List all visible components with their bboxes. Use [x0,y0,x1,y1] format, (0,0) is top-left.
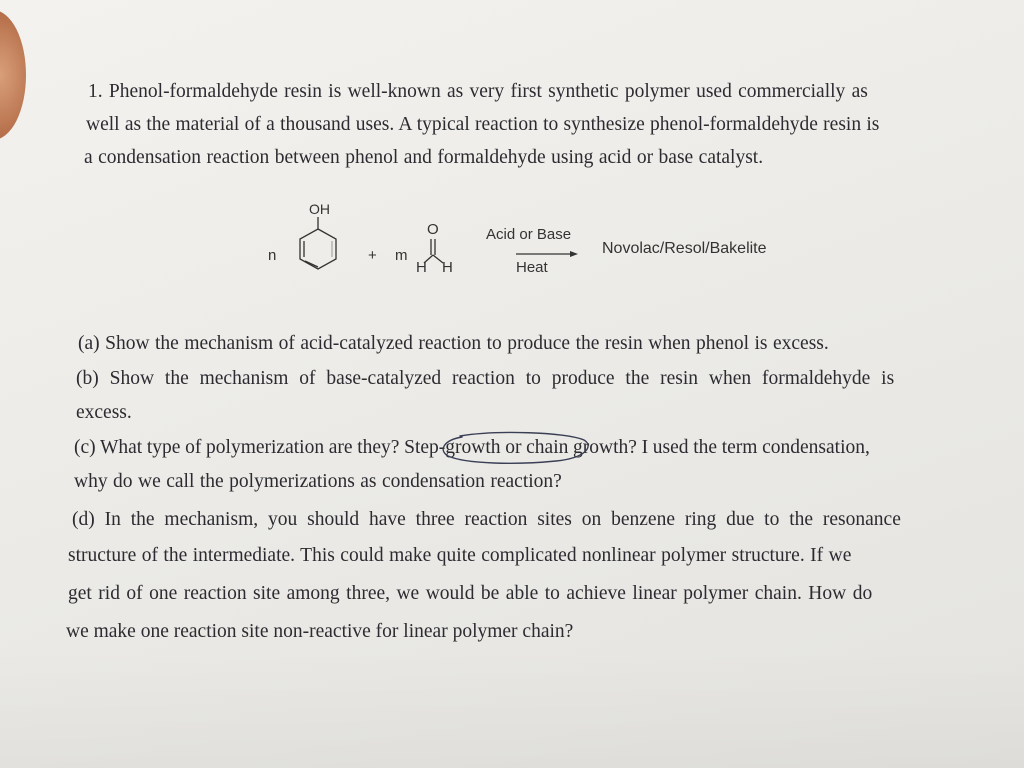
benzene-ring [300,217,336,269]
formaldehyde-structure [424,239,443,263]
formaldehyde-coefficient: m [395,247,408,264]
part-d-line-4: we make one reaction site non-reactive for linear polymer chain? [66,621,574,642]
part-b-line-1: (b) Show the mechanism of base-catalyzed reaction to produce the resin when formaldehyde is [76,368,895,389]
reaction-condition-top: Acid or Base [486,226,572,243]
formaldehyde-h-right: H [442,259,453,276]
part-d-line-3: get rid of one reaction site among three, we would be able to achieve linear polymer chain. How do [68,583,873,604]
finger-edge [0,10,26,140]
question-1-line-2: well as the material of a thousand uses. A typical reaction to synthesize phenol-formaldehyde resin is [86,114,880,135]
part-b-line-2: excess. [76,402,132,423]
hydroxyl-label: OH [309,201,330,217]
part-a-line-1: (a) Show the mechanism of acid-catalyzed reaction to produce the resin when phenol is excess. [78,333,829,354]
part-c-line-2: why do we call the polymerizations as condensation reaction? [74,471,562,492]
reaction-scheme [250,195,830,295]
question-1-line-1: 1. Phenol-formaldehyde resin is well-known as very first synthetic polymer used commercially as [88,81,868,102]
part-d-line-1: (d) In the mechanism, you should have three reaction sites on benzene ring due to the resonance [72,509,901,530]
reaction-product: Novolac/Resol/Bakelite [602,240,767,257]
paper-shadow [0,648,1024,768]
part-c-line-1: (c) What type of polymerization are they? Step-growth or chain growth? I used the term condensation, [74,437,870,458]
plus-sign: + [368,247,377,264]
formaldehyde-h-left: H [416,259,427,276]
question-1-line-3: a condensation reaction between phenol and formaldehyde using acid or base catalyst. [84,147,764,168]
part-d-line-2: structure of the intermediate. This could make quite complicated nonlinear polymer structure. If we [68,545,852,566]
phenol-coefficient: n [268,247,277,264]
reaction-arrow [516,251,578,257]
carbonyl-oxygen-label: O [427,221,439,238]
reaction-condition-bottom: Heat [516,259,548,276]
